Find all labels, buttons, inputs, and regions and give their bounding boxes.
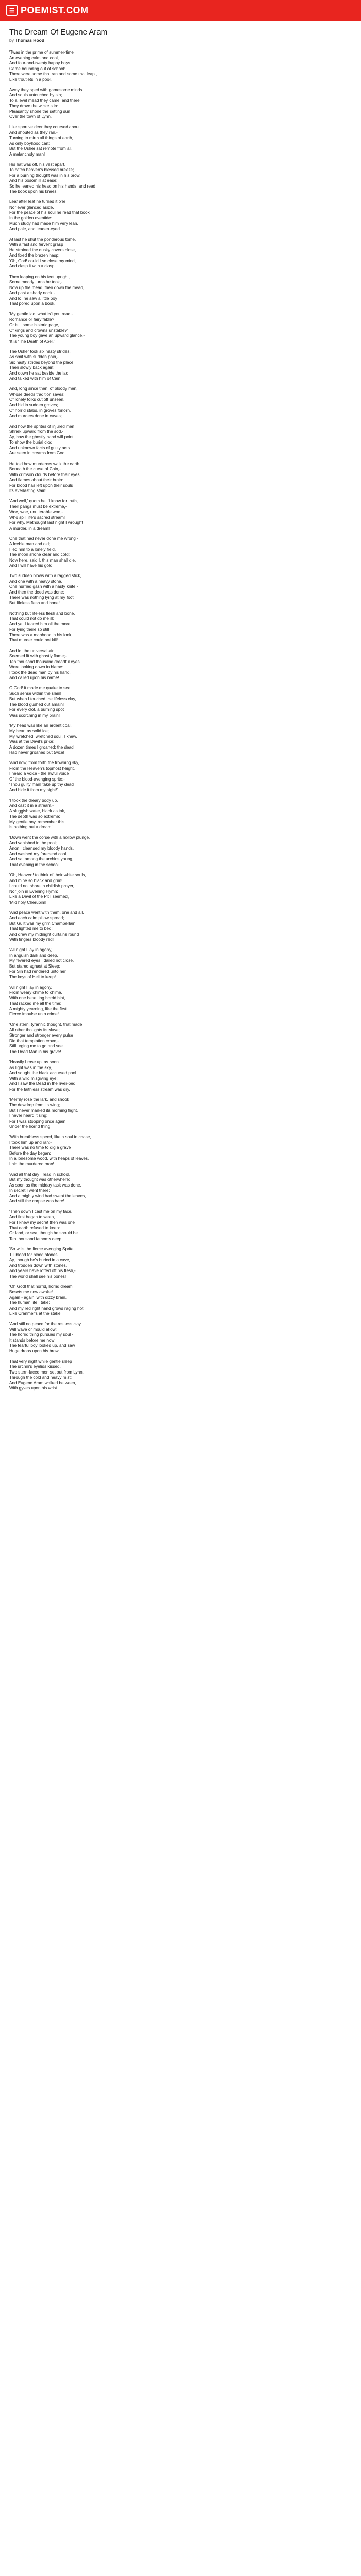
poem-line: Were looking down in blame:	[9, 665, 63, 669]
stanza	[9, 1359, 352, 1392]
poem-line: Was scorching in my brain!	[9, 713, 60, 718]
poem-line: And yet I feared him all the more,	[9, 621, 72, 626]
poem-line: Ay, how the ghostly hand will point	[9, 434, 74, 439]
poem-line: Six hasty strides beyond the place,	[9, 360, 75, 365]
stanza	[9, 1022, 352, 1055]
poem-line: And, long since then, of bloody men,	[9, 386, 78, 392]
poem-line: And four-and-twenty happy boys	[9, 61, 70, 65]
stanza	[9, 985, 352, 1018]
stanza	[9, 386, 352, 419]
poem-line: 'My gentle lad, what is't you read -	[9, 312, 73, 317]
poem-line: 'And still no peace for the restless clay,	[9, 1321, 82, 1327]
poem-line: 'And well,' quoth he, 'I know for truth,	[9, 499, 78, 504]
poem-line: 'Down went the corse with a hollow plunge,	[9, 835, 90, 840]
poem-line: The dewdrop from its wing;	[9, 1103, 60, 1108]
poem-line: And my red right hand grows raging hot,	[9, 1306, 85, 1311]
poem-line: And fixed the brazen hasp;	[9, 253, 60, 258]
poem-line: Ten thousand fathoms deep.	[9, 1236, 63, 1241]
stanza	[9, 1134, 352, 1167]
poem-line: The keys of Hell to keep!	[9, 974, 56, 979]
stanza	[9, 611, 352, 643]
poem-line: That could not do me ill;	[9, 616, 54, 621]
poem-line: That murder could not kill!	[9, 638, 58, 643]
stanza	[9, 910, 352, 943]
poem-line: There was nothing lying at my foot	[9, 595, 74, 600]
page-title: The Dream Of Eugene Aram	[9, 28, 108, 37]
poem-line: It stands before me now!'	[9, 1337, 57, 1343]
poem-line: To show the burial clod;	[9, 440, 54, 445]
poem-line: With fingers bloody red!	[9, 937, 54, 942]
poem-line: Again - again, with dizzy brain,	[9, 1295, 67, 1300]
poem-line: Whose deeds tradition saves;	[9, 392, 65, 397]
poem-line: Before the day began:	[9, 1150, 51, 1156]
poem-line: For why, Methought last night I wrought	[9, 520, 83, 526]
poem-line: I could not share in childish prayer,	[9, 884, 75, 889]
poem-line: Of horrid stabs, in groves forlorn,	[9, 408, 71, 413]
poem-line: And one with a heavy stone,	[9, 579, 62, 584]
poem-line: And each calm pillow spread;	[9, 916, 64, 921]
poem-line: Like sportive deer they coursed about,	[9, 125, 81, 130]
poem-line: And I saw the Dead in the river-bed,	[9, 1081, 77, 1087]
poem-line: But Guilt was my grim Chamberlain	[9, 921, 76, 926]
poem-line: But when I touched the lifeless clay,	[9, 697, 76, 702]
poem-line: Much study had made him very lean,	[9, 221, 78, 226]
poem-line: Its everlasting stain!	[9, 488, 47, 494]
poem-line: And how the sprites of injured men	[9, 423, 75, 429]
poem-line: And vanished in the pool;	[9, 840, 57, 845]
poem-line: The fearful boy looked up, and saw	[9, 1343, 75, 1348]
stanza	[9, 760, 352, 793]
poem-line: Ten thousand thousand dreadful eyes	[9, 659, 80, 664]
poem-line: 'And peace went with them, one and all,	[9, 910, 84, 915]
poem-line: And washed my forehead cool,	[9, 851, 68, 856]
poem-line: The Dead Man in his grave!	[9, 1049, 61, 1054]
poem-line: Had never groaned but twice!	[9, 750, 64, 755]
poem-line: I took the dead man by his hand,	[9, 670, 71, 675]
poem-line: Nothing but lifeless flesh and bone,	[9, 611, 75, 616]
poem-line: Beneath the curse of Cain,-	[9, 467, 61, 472]
poem-line: Such sense within the slain!	[9, 691, 62, 696]
poem-line: Of the blood-avenging sprite:-	[9, 776, 65, 782]
poem-line: Or is it some historic page,	[9, 323, 59, 328]
poem-line: Then slowly back again;	[9, 365, 55, 370]
poem-line: But the Usher sat remote from all,	[9, 146, 73, 151]
poem-line: And hide it from my sight!'	[9, 787, 58, 792]
poem-line: One that had never done me wrong -	[9, 536, 78, 541]
poem-line: To a level mead they came, and there	[9, 98, 80, 103]
poem-line: Of kings and crowns unstable?'	[9, 328, 68, 333]
poem-line: Under the horrid thing.	[9, 1124, 52, 1129]
poem-line: That pored upon a book.	[9, 301, 56, 307]
poem-line: 'And all that day I read in school,	[9, 1172, 71, 1177]
poem-line: 'Then down I cast me on my face,	[9, 1209, 73, 1214]
poem-line: 'And now, from forth the frowning sky,	[9, 760, 79, 766]
poem-line: And shouted as they ran,-	[9, 130, 58, 135]
poem-line: 'Oh God! that horrid, horrid dream	[9, 1284, 73, 1289]
poem-line: And souls untouched by sin;	[9, 93, 62, 98]
poem-line: And down he sat beside the lad,	[9, 370, 70, 376]
poem-line: With crimson clouds before their eyes,	[9, 472, 81, 477]
poem-line: I heard a voice - the awful voice	[9, 771, 69, 776]
poem-line: As light was in the sky,	[9, 1065, 52, 1070]
poem-line: But lifeless flesh and bone!	[9, 600, 60, 605]
poem-line: And a mighty wind had swept the leaves,	[9, 1193, 86, 1198]
poem-line: For I knew my secret then was one	[9, 1220, 75, 1225]
poem-line: But my thought was otherwhere;	[9, 1177, 70, 1182]
poem-line: 'Mid holy Cherubim!	[9, 900, 47, 905]
poem-line: That very night while gentle sleep	[9, 1359, 72, 1364]
poem-line: 'It is 'The Death of Abel.''	[9, 338, 56, 344]
poem-line: And lo! he saw a little boy	[9, 296, 57, 301]
poem-line: A mighty yearning, like the first	[9, 1006, 67, 1011]
poem-line: And past a shady nook,-	[9, 291, 55, 296]
poem-line: Who spill life's sacred stream!	[9, 515, 65, 520]
poem-line: 'With breathless speed, like a soul in chase,	[9, 1134, 91, 1140]
poem-line: And drew my midnight curtains round	[9, 931, 79, 937]
poem-line: One hurried gash with a hasty knife,-	[9, 584, 78, 589]
poem-line: And still the corpse was bare!	[9, 1199, 64, 1204]
poem-line: Huge drops upon his brow.	[9, 1348, 60, 1353]
poem-line: Their pangs must be extreme,-	[9, 504, 67, 509]
poem-line: And pale, and leaden-eyed.	[9, 226, 61, 231]
stanza	[9, 275, 352, 307]
poem-line: My gentle boy, remember this	[9, 819, 65, 824]
poem-line: 'Oh, Heaven! to think of their white souls,	[9, 873, 86, 878]
poem-line: 'So wills the fierce avenging Sprite,	[9, 1247, 75, 1251]
poem-line: Came bounding out of school:	[9, 66, 65, 71]
poem-line: The book upon his knees!	[9, 189, 58, 194]
stanza	[9, 649, 352, 681]
poem-line: A sluggish water, black as ink,	[9, 808, 65, 814]
poem-line: The human life I take;	[9, 1300, 50, 1306]
poem-line: Stronger and stronger every pulse	[9, 1033, 73, 1038]
poem-line: There was no time to dig a grave	[9, 1145, 71, 1150]
poem-line: The young boy gave an upward glance,-	[9, 333, 85, 338]
poem-line: As soon as the midday task was done,	[9, 1182, 81, 1188]
stanza	[9, 1321, 352, 1354]
stanza	[9, 88, 352, 120]
poem-line: 'All night I lay in agony,	[9, 947, 52, 953]
stanza	[9, 162, 352, 195]
poem-line: Some moody turns he took,-	[9, 280, 62, 285]
stanza	[9, 1247, 352, 1279]
poem-line: And trodden down with stones,	[9, 1263, 67, 1268]
poem-line: 'My head was like an ardent coal,	[9, 723, 72, 728]
poem-line: 'Oh, God! could I so close my mind,	[9, 258, 76, 263]
poem-line: But stared aghast at Sleep:	[9, 963, 60, 969]
poem-line: And mine so black and grim!	[9, 878, 63, 883]
stanza	[9, 1209, 352, 1242]
stanza	[9, 1060, 352, 1092]
poem-line: Are seen in dreams from God!	[9, 451, 66, 456]
poem-line: And talked with him of Cain;	[9, 376, 62, 381]
poem-line: Did that temptation crave,-	[9, 1038, 59, 1043]
poem-line: With one besetting horrid hint,	[9, 995, 65, 1001]
poem-line: To catch heaven's blessed breeze;	[9, 167, 74, 173]
poem-line: All other thoughts its slave;	[9, 1027, 60, 1032]
poem-line: I never heard it sing:	[9, 1113, 48, 1118]
poem-line: Then leaping on his feet upright,	[9, 274, 70, 279]
poem-line: 'Thou guilty man! take up thy dead	[9, 782, 74, 787]
poem-line: Woe, woe, unutterable woe,-	[9, 510, 63, 515]
poem-line: And unknown facts of guilty acts	[9, 445, 70, 450]
stanza	[9, 1284, 352, 1317]
poem-line: Romance or fairy fable?	[9, 317, 54, 322]
poem-line: Will wave or mould allow;	[9, 1327, 57, 1332]
poem-line: In the golden eventide:	[9, 215, 52, 221]
poem-line: Is nothing but a dream!	[9, 825, 53, 830]
stanza	[9, 723, 352, 756]
poem-line: That earth refused to keep:	[9, 1225, 60, 1230]
poem-line: I hid the murdered man!	[9, 1161, 54, 1166]
poem-line: For lying there so still:	[9, 627, 51, 632]
poem-line: He told how murderers walk the earth	[9, 461, 80, 466]
poem-line: Ay, though he's buried in a cave,	[9, 1258, 70, 1262]
stanza	[9, 947, 352, 980]
stanza	[9, 835, 352, 868]
poem-line: But I never marked its morning flight,	[9, 1108, 78, 1113]
poem-line: And clasp it with a clasp!'	[9, 264, 57, 269]
poem-line: The moon shone clear and cold:	[9, 552, 70, 557]
poem-line: For Sin had rendered unto her	[9, 969, 66, 974]
poem-line: My heart as solid ice;	[9, 728, 49, 734]
poem-line: His hat was off, his vest apart,	[9, 162, 66, 167]
poem-line: He strained the dusky covers close,	[9, 247, 76, 252]
poem-line: Two sudden blows with a ragged stick,	[9, 573, 81, 579]
stanza	[9, 349, 352, 382]
poem-line: Shriek upward from the sod,-	[9, 429, 64, 434]
logo-text: POEMIST.COM	[21, 5, 89, 15]
poem-line: And years have rotted off his flesh,-	[9, 1268, 76, 1273]
stanza	[9, 462, 352, 494]
poem-line: The Usher took six hasty strides,	[9, 349, 71, 354]
poem-line: Fierce impulse unto crime!	[9, 1012, 59, 1017]
poem-line: Over the town of Lynn.	[9, 114, 52, 120]
poem-line: For every clot, a burning spot	[9, 707, 64, 713]
poem-line: And flames about their brain:	[9, 478, 63, 483]
poem-line: O God! it made me quake to see	[9, 686, 71, 691]
poem-line: With gyves upon his wrist.	[9, 1386, 58, 1391]
poem-line: Nor join in Evening Hymn:	[9, 889, 58, 894]
poem-line: And first began to weep,	[9, 1214, 55, 1219]
poem-line: At last he shut the ponderous tome,	[9, 236, 76, 242]
book-icon: ☰	[6, 5, 18, 16]
poem-line: An evening calm and cool,	[9, 55, 59, 60]
stanza	[9, 199, 352, 232]
poem-line: Till blood for blood atones!	[9, 1252, 59, 1257]
poem-line: In secret I went there:	[9, 1188, 50, 1193]
poem-line: I took him up and ran;-	[9, 1140, 52, 1145]
poem-line: 'Merrily rose the lark, and shook	[9, 1097, 69, 1102]
site-logo[interactable]	[6, 5, 89, 16]
poem-line: Pleasantly shone the setting sun	[9, 109, 70, 114]
poem-line: That racked me all the time;	[9, 1001, 62, 1006]
poem-line: And sought the black accursed pool	[9, 1071, 76, 1076]
poem-line: The urchin's eyelids kissed,	[9, 1364, 61, 1369]
poem-line: Seemed lit with ghastly flame;-	[9, 654, 67, 658]
poem-line: The world shall see his bones!	[9, 1274, 67, 1279]
poem-line: With a fast and fervent grasp	[9, 242, 63, 247]
poem-line: 'Heavily I rose up, as soon	[9, 1060, 59, 1065]
poem-line: For I was stooping once again	[9, 1118, 66, 1124]
stanza	[9, 1172, 352, 1205]
stanza	[9, 873, 352, 905]
poem-body	[9, 50, 352, 1392]
stanza	[9, 573, 352, 606]
poem-line: The depth was so extreme:	[9, 814, 60, 819]
poem-line: A feeble man and old;	[9, 541, 51, 547]
poem-line: I led him to a lonely field,	[9, 547, 56, 552]
stanza	[9, 536, 352, 569]
poem-line: And his bosom ill at ease:	[9, 178, 58, 183]
poem-content	[0, 21, 361, 1392]
poem-line: And murders done in caves;	[9, 413, 62, 418]
poem-line: And cast it in a stream,-	[9, 803, 54, 808]
poem-line: As smit with sudden pain,-	[9, 354, 59, 360]
poem-line: As only boyhood can;	[9, 141, 50, 146]
poem-line: They drave the wickets in:	[9, 104, 58, 109]
poem-line: Like troutlets in a pool.	[9, 77, 52, 82]
poem-line: From the Heaven's topmost height,	[9, 766, 75, 771]
stanza	[9, 798, 352, 831]
top-bar	[0, 0, 361, 21]
stanza	[9, 499, 352, 531]
poem-line: Away they sped with gamesome minds,	[9, 87, 84, 92]
poem-line: 'All night I lay in agony,	[9, 985, 52, 990]
poem-line: That evening in the school.	[9, 862, 60, 867]
poem-line: From weary chime to chime,	[9, 990, 62, 995]
poem-line: Besets me now awake!	[9, 1290, 53, 1295]
stanza	[9, 237, 352, 269]
poem-line: 'I took the dreary body up,	[9, 798, 58, 803]
stanza	[9, 1097, 352, 1130]
author-link[interactable]: Thomas Hood	[15, 38, 45, 43]
poem-line: A murder, in a dream!	[9, 526, 50, 531]
poem-line: My fevered eyes I dared not close,	[9, 958, 74, 963]
poem-line: In anguish dark and deep,	[9, 953, 58, 958]
poem-line: And sat among the urchins young,	[9, 857, 74, 862]
poem-line: For the peace of his soul he read that book	[9, 210, 90, 215]
stanza	[9, 312, 352, 344]
poem-line: For a burning thought was in his brow,	[9, 173, 81, 178]
poem-line: Now up the mead, then down the mead,	[9, 285, 85, 290]
poem-line: And then the deed was done:	[9, 589, 64, 595]
poem-line: Or land, or sea, though he should be	[9, 1231, 78, 1236]
stanza	[9, 50, 352, 82]
poem-line: Through the cold and heavy mist;	[9, 1375, 72, 1380]
poem-line: And I will have his gold!	[9, 563, 54, 568]
poem-line: 'Twas in the prime of summer-time	[9, 50, 74, 55]
stanza	[9, 424, 352, 456]
stanza	[9, 125, 352, 157]
poem-line: Like Cranmer's at the stake.	[9, 1311, 62, 1316]
poem-line: Was at the Devil's price:	[9, 739, 55, 744]
poem-line: Anon I cleansed my bloody hands,	[9, 846, 74, 851]
poem-line: There were some that ran and some that leapt,	[9, 72, 97, 76]
poem-line: For blood has left upon their souls	[9, 483, 73, 488]
author-prefix: by	[9, 38, 14, 43]
poem-line: And lo! the universal air	[9, 648, 54, 653]
poem-line: For the faithless stream was dry.	[9, 1087, 70, 1092]
poem-line: There was a manhood in his look,	[9, 632, 73, 637]
poem-line: My wretched, wretched soul, I knew,	[9, 734, 77, 739]
poem-line: With a wild misgiving eye;	[9, 1076, 58, 1081]
poem-line: A dozen times I groaned: the dead	[9, 744, 74, 750]
poem-line: 'One stern, tyrannic thought, that made	[9, 1022, 83, 1027]
poem-line: Still urging me to go and see	[9, 1044, 63, 1049]
poem-line: Like a Devil of the Pit I seemed,	[9, 894, 69, 900]
poem-line: And Eugene Aram walked between,	[9, 1380, 76, 1385]
poem-line: A melancholy man!	[9, 151, 45, 157]
poem-line: Nor ever glanced aside,	[9, 205, 54, 210]
poem-line: Turning to mirth all things of earth,	[9, 135, 73, 141]
stanza	[9, 686, 352, 718]
poem-line: So he leaned his head on his hands, and read	[9, 183, 96, 189]
poem-line: The horrid thing pursues my soul -	[9, 1332, 74, 1337]
poem-line: The blood gushed out amain!	[9, 702, 64, 707]
poem-line: In a lonesome wood, with heaps of leaves,	[9, 1156, 89, 1161]
poem-line: And hid in sudden graves;	[9, 402, 58, 408]
poem-line: Two stern-faced men set out from Lynn,	[9, 1369, 84, 1375]
poem-line: Now here, said I, this man shall die,	[9, 557, 76, 563]
poem-line: And called upon his name!	[9, 675, 59, 680]
poem-line: Leaf after leaf he turned it o'er	[9, 199, 65, 205]
poem-line: That lighted me to bed;	[9, 926, 53, 931]
poem-line: Of lonely folks cut off unseen,	[9, 397, 65, 402]
poem-byline	[9, 38, 352, 43]
